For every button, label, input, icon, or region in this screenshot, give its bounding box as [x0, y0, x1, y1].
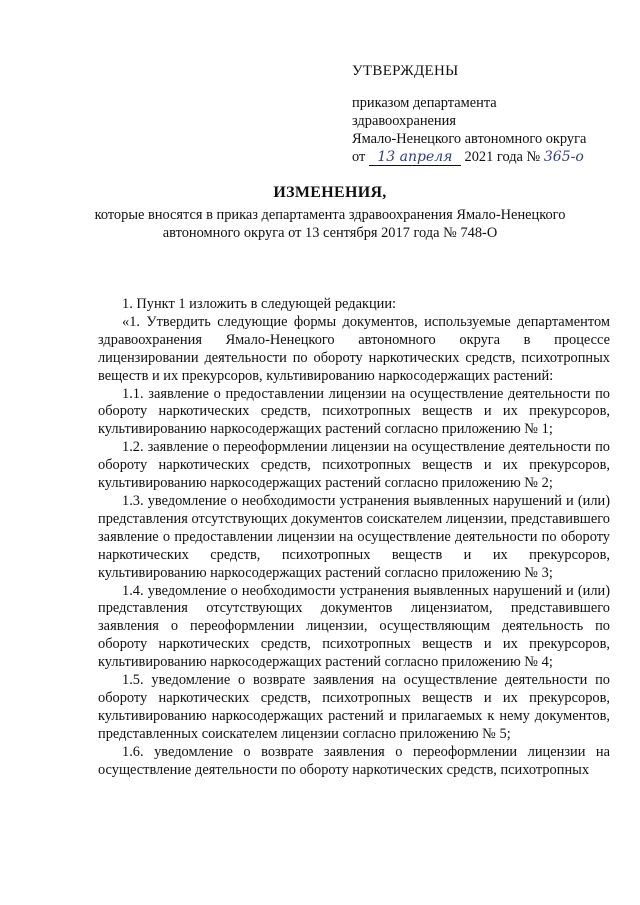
paragraph-1-6: 1.6. уведомление о возврате заявления о переоформлении лицензии на осуществление деятельности по обороту наркотических средств, психотропных [98, 743, 610, 778]
paragraph-2: «1. Утвердить следующие формы документов, используемые департаментом здравоохранения Ямало-Ненецкого автономного округа в процессе лицензировании деятельности по обороту наркотических средств, психотропных веществ и их прекурсоров, культивированию наркосодержащих растений: [98, 313, 610, 384]
subtitle-line-2: автономного округа от 13 сентября 2017 года № 748-О [162, 225, 498, 241]
approval-date-line [352, 148, 622, 166]
approval-block [352, 62, 622, 166]
document-subtitle [60, 206, 600, 242]
approval-line-1: приказом департамента [352, 95, 497, 111]
document-body [98, 296, 610, 779]
paragraph-1-1: 1.1. заявление о предоставлении лицензии на осуществление деятельности по обороту наркотических средств, психотропных веществ и их прекурсоров, культивированию наркосодержащих растений согласно приложению № 1; [98, 385, 610, 438]
handwritten-date: 13 апреля [369, 149, 461, 166]
year-text: 2021 года № [464, 149, 541, 165]
approval-line-2: здравоохранения [352, 113, 456, 129]
document-title: ИЗМЕНЕНИЯ, [273, 184, 387, 201]
paragraph-1-3: 1.3. уведомление о необходимости устранения выявленных нарушений и (или) представления отсутствующих документов соискателем лицензии, представившего заявление о предоставлении лицензии на осуществление деятельности по обороту наркотических средств, психотропных веществ и их прекурсоров, культивированию наркосодержащих растений согласно приложению № 3; [98, 492, 610, 581]
paragraph-1-4: 1.4. уведомление о необходимости устранения выявленных нарушений и (или) представления отсутствующих документов лицензиатом, представившего заявления о переоформлении лицензии, осуществляющим деятельность по обороту наркотических средств, психотропных веществ и их прекурсоров, культивированию наркосодержащих растений согласно приложению № 4; [98, 582, 610, 671]
date-prefix: от [352, 149, 366, 165]
paragraph-1-2: 1.2. заявление о переоформлении лицензии на осуществление деятельности по обороту наркотических средств, психотропных веществ и их прекурсоров, культивированию наркосодержащих растений согласно приложению № 2; [98, 439, 610, 492]
handwritten-number: 365-о [543, 149, 584, 165]
approval-heading: УТВЕРЖДЕНЫ [352, 63, 459, 79]
paragraph-1: 1. Пункт 1 изложить в следующей редакции: [122, 296, 397, 312]
approval-line-3: Ямало-Ненецкого автономного округа [352, 131, 587, 147]
subtitle-line-1: которые вносятся в приказ департамента здравоохранения Ямало-Ненецкого [94, 207, 566, 223]
paragraph-1-5: 1.5. уведомление о возврате заявления на осуществление деятельности по обороту наркотических средств, психотропных веществ и их прекурсоров, культивированию наркосодержащих растений и прилагаемых к нему документов, представленных соискателем лицензии согласно приложению № 5; [98, 672, 610, 742]
